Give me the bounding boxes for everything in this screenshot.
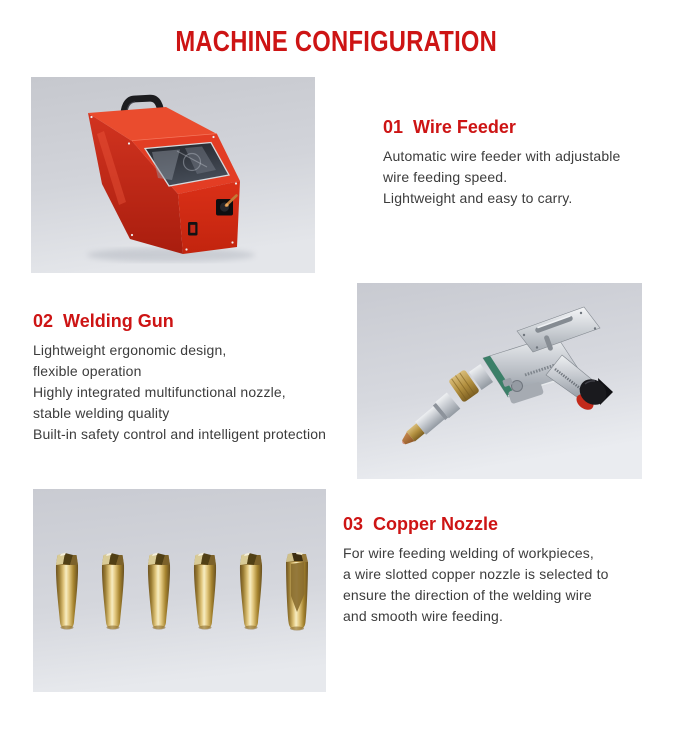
- section-1-line: wire feeding speed.: [383, 169, 508, 185]
- section-2-line: stable welding quality: [33, 405, 170, 421]
- page-title: [0, 22, 673, 59]
- section-1-heading: [383, 117, 668, 137]
- section-1-line: Lightweight and easy to carry.: [383, 190, 573, 206]
- section-3-name: Copper Nozzle: [373, 514, 499, 534]
- section-3-heading: [343, 514, 668, 534]
- section-2-heading: [33, 311, 368, 331]
- section-1-name: Wire Feeder: [413, 117, 516, 137]
- section-welding-gun: [33, 311, 368, 445]
- section-2-line: Highly integrated multifunctional nozzle,: [33, 384, 286, 400]
- welding-gun-illustration: [357, 283, 642, 479]
- section-2-line: flexible operation: [33, 363, 142, 379]
- wire-feeder-illustration: [31, 77, 315, 273]
- section-1-line: Automatic wire feeder with adjustable: [383, 148, 621, 164]
- section-2-line: Lightweight ergonomic design,: [33, 342, 227, 358]
- section-3-line: ensure the direction of the welding wire: [343, 587, 592, 603]
- section-3-number: 03: [343, 514, 364, 534]
- section-copper-nozzle: [343, 514, 668, 627]
- wire-feeder-photo: [31, 77, 315, 273]
- welding-gun-photo: [357, 283, 642, 479]
- section-1-number: 01: [383, 117, 404, 137]
- copper-nozzles-illustration: [33, 489, 326, 692]
- section-2-name: Welding Gun: [63, 311, 174, 331]
- section-3-line: and smooth wire feeding.: [343, 608, 504, 624]
- section-2-line: Built-in safety control and intelligent protection: [33, 426, 327, 442]
- section-3-line: a wire slotted copper nozzle is selected to: [343, 566, 609, 582]
- section-2-number: 02: [33, 311, 54, 331]
- section-wire-feeder: [383, 117, 668, 209]
- copper-nozzles-photo: [33, 489, 326, 692]
- section-3-line: For wire feeding welding of workpieces,: [343, 545, 594, 561]
- page-title-text: MACHINE CONFIGURATION: [175, 26, 498, 58]
